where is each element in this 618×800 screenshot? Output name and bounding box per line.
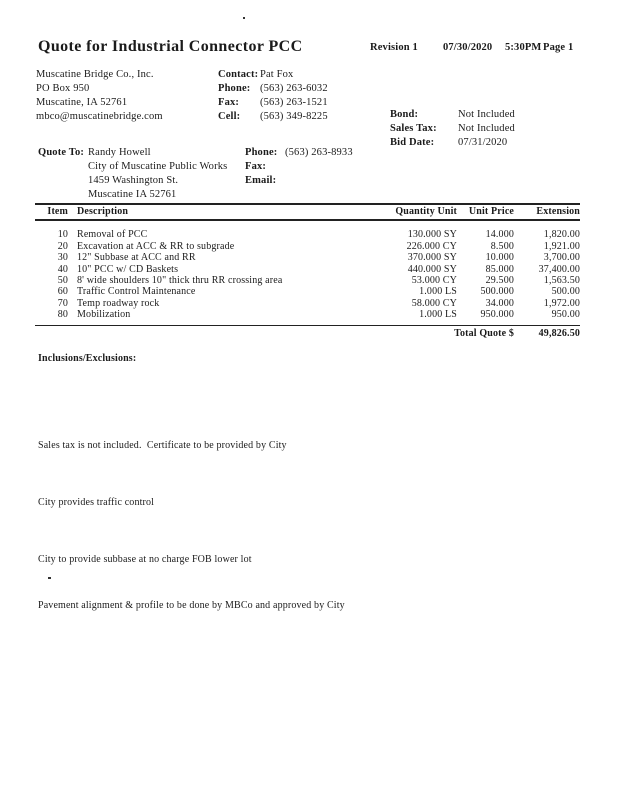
cell-description: Excavation at ACC & RR to subgrade <box>77 240 235 252</box>
quote-to-address-line: Randy Howell <box>88 147 151 158</box>
cell-quantity-unit: 1.000 LS <box>419 309 457 321</box>
contact-row <box>218 82 328 96</box>
table-body <box>35 221 580 324</box>
cell-description: Mobilization <box>77 309 131 321</box>
cell-extension: 3,700.00 <box>543 252 580 264</box>
terms-row-label: Bond: <box>390 109 419 120</box>
note-line: Sales tax is not included. Certificate to be provided by City <box>38 439 287 451</box>
terms-row <box>390 122 515 136</box>
inclusions-exclusions-title: Inclusions/Exclusions: <box>38 353 137 364</box>
table-row <box>35 241 580 252</box>
contact-row <box>218 96 328 110</box>
quote-to-address-line: City of Muscatine Public Works <box>88 161 228 172</box>
cell-description: 12" Subbase at ACC and RR <box>77 252 196 264</box>
cell-item-number: 30 <box>57 252 68 264</box>
cell-unit-price: 500.000 <box>480 286 514 298</box>
table-row <box>35 309 580 320</box>
print-date: 07/30/2020 <box>443 42 493 53</box>
table-row <box>35 229 580 240</box>
cell-unit-price: 10.000 <box>485 252 514 264</box>
cell-quantity-unit: 226.000 CY <box>406 240 457 252</box>
scan-speck <box>243 17 245 19</box>
terms-block <box>390 108 515 150</box>
cell-description: Temp roadway rock <box>77 297 160 309</box>
quote-to-label: Quote To: <box>38 147 84 158</box>
terms-row <box>390 136 515 150</box>
table-row <box>35 298 580 309</box>
table-row <box>35 264 580 275</box>
contact-row-label: Cell: <box>218 111 241 122</box>
column-header-unit-price: Unit Price <box>468 206 514 217</box>
terms-row-label: Sales Tax: <box>390 123 437 134</box>
note-line: City provides traffic control <box>38 496 155 508</box>
column-header-description: Description <box>77 206 129 217</box>
total-quote-value: 49,826.50 <box>538 327 580 339</box>
cell-quantity-unit: 58.000 CY <box>411 297 457 309</box>
quote-to-contact-label: Email: <box>245 175 277 186</box>
contact-row <box>218 68 328 82</box>
company-city: Muscatine, IA 52761 <box>36 97 128 108</box>
terms-row <box>390 108 515 122</box>
company-name: Muscatine Bridge Co., Inc. <box>36 69 154 80</box>
page-number: Page 1 <box>543 42 574 53</box>
cell-item-number: 40 <box>57 263 68 275</box>
quote-to-contact-block <box>245 146 353 188</box>
cell-unit-price: 85.000 <box>485 263 514 275</box>
contact-row-label: Fax: <box>218 97 240 108</box>
contact-row <box>218 110 328 124</box>
company-po-box: PO Box 950 <box>36 83 90 94</box>
contact-row-value: (563) 263-6032 <box>260 83 328 94</box>
quote-to-block <box>38 146 227 202</box>
inclusions-exclusions-section <box>38 330 345 657</box>
line-items-table <box>35 203 580 339</box>
print-time: 5:30PM <box>505 42 542 53</box>
quote-to-contact-row <box>245 174 353 188</box>
cell-quantity-unit: 53.000 CY <box>411 275 457 287</box>
cell-item-number: 70 <box>57 297 68 309</box>
company-address-block <box>36 68 163 124</box>
table-row <box>35 252 580 263</box>
cell-extension: 1,921.00 <box>543 240 580 252</box>
quote-to-address <box>88 146 227 202</box>
table-header-row <box>35 203 580 221</box>
cell-extension: 950.00 <box>551 309 580 321</box>
cell-description: 8' wide shoulders 10" thick thru RR crossing area <box>77 275 283 287</box>
cell-description: Traffic Control Maintenance <box>77 286 196 298</box>
terms-row-value: 07/31/2020 <box>458 137 508 148</box>
contact-row-label: Contact: <box>218 69 259 80</box>
cell-description: 10" PCC w/ CD Baskets <box>77 263 179 275</box>
cell-unit-price: 29.500 <box>485 275 514 287</box>
company-email: mbco@muscatinebridge.com <box>36 111 163 122</box>
quote-to-contact-label: Phone: <box>245 147 278 158</box>
cell-quantity-unit: 1.000 LS <box>419 286 457 298</box>
revision-label: Revision 1 <box>370 42 418 53</box>
cell-item-number: 50 <box>57 275 68 287</box>
quote-to-contact-row <box>245 160 353 174</box>
cell-quantity-unit: 370.000 SY <box>407 252 457 264</box>
document-title: Quote for Industrial Connector PCC <box>38 38 303 55</box>
quote-to-contact-label: Fax: <box>245 161 267 172</box>
contact-info-block <box>218 68 328 124</box>
cell-extension: 1,972.00 <box>543 297 580 309</box>
total-quote-label: Total Quote $ <box>454 327 514 339</box>
cell-unit-price: 950.000 <box>480 309 514 321</box>
column-header-item: Item <box>47 206 68 217</box>
cell-extension: 1,820.00 <box>543 229 580 241</box>
quote-to-contact-value: (563) 263-8933 <box>285 147 353 158</box>
cell-extension: 1,563.50 <box>543 275 580 287</box>
contact-row-label: Phone: <box>218 83 251 94</box>
note-line: City to provide subbase at no charge FOB lower lot <box>38 553 252 565</box>
cell-unit-price: 8.500 <box>490 240 514 252</box>
column-header-quantity-unit: Quantity Unit <box>395 206 457 217</box>
terms-row-value: Not Included <box>458 109 515 120</box>
quote-to-address-line: Muscatine IA 52761 <box>88 189 177 200</box>
cell-quantity-unit: 440.000 SY <box>407 263 457 275</box>
column-header-extension: Extension <box>536 206 580 217</box>
table-row <box>35 286 580 297</box>
contact-row-value: Pat Fox <box>260 69 294 80</box>
contact-row-value: (563) 263-1521 <box>260 97 328 108</box>
quote-to-contact-row <box>245 146 353 160</box>
cell-extension: 500.00 <box>551 286 580 298</box>
cell-item-number: 80 <box>57 309 68 321</box>
cell-item-number: 60 <box>57 286 68 298</box>
cell-unit-price: 14.000 <box>485 229 514 241</box>
cell-description: Removal of PCC <box>77 229 148 241</box>
cell-unit-price: 34.000 <box>485 297 514 309</box>
cell-item-number: 10 <box>57 229 68 241</box>
terms-row-label: Bid Date: <box>390 137 435 148</box>
table-row <box>35 275 580 286</box>
quote-to-address-line: 1459 Washington St. <box>88 175 179 186</box>
cell-item-number: 20 <box>57 240 68 252</box>
cell-quantity-unit: 130.000 SY <box>407 229 457 241</box>
cell-extension: 37,400.00 <box>538 263 580 275</box>
notes-lines <box>38 388 345 635</box>
terms-row-value: Not Included <box>458 123 515 134</box>
contact-row-value: (563) 349-8225 <box>260 111 328 122</box>
note-line: Pavement alignment & profile to be done by MBCo and approved by City <box>38 599 345 611</box>
